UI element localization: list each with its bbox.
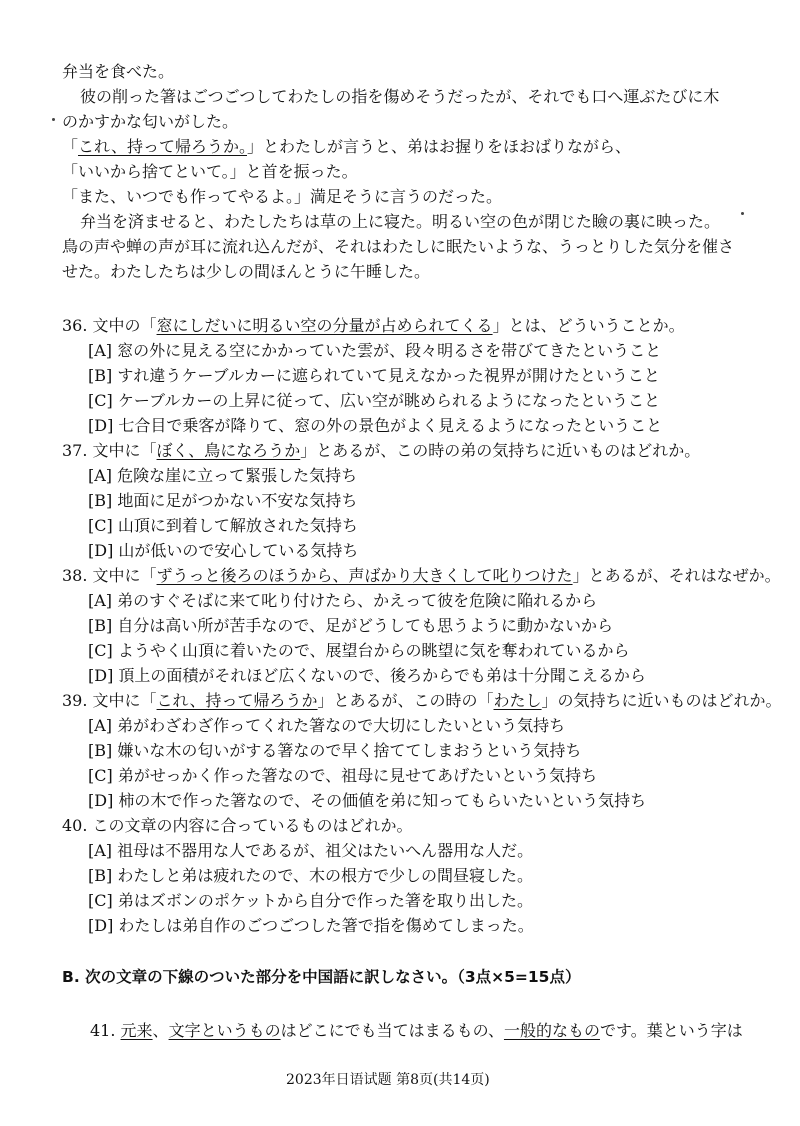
question-41-text <box>90 1021 743 1041</box>
scan-mark <box>52 118 55 121</box>
stem-prefix: 36. 文中の「 <box>62 316 157 335</box>
passage-line-3: のかすかな匂いがした。 <box>62 112 239 131</box>
q41-underlined-3: 一般的なもの <box>503 1021 600 1040</box>
stem-suffix: 」とあるが、この時の弟の気持ちに近いものはどれか。 <box>300 441 701 460</box>
stem-prefix: 39. 文中に「 <box>62 691 157 710</box>
stem-underlined: ぼく、鳥になろうか <box>156 441 301 460</box>
question-38-option-c: [C] ようやく山頂に着いたので、展望台からの眺望に気を奪われているから <box>88 641 630 660</box>
passage-line-2: 彼の削った箸はごつごつしてわたしの指を傷めそうだったが、それでも口へ運ぶたびに木 <box>80 87 720 106</box>
question-39-option-c: [C] 弟がせっかく作った箸なので、祖母に見せてあげたいという気持ち <box>88 766 598 785</box>
question-37-option-b: [B] 地面に足がつかない不安な気持ち <box>88 491 358 510</box>
question-36-option-d: [D] 七合目で乗客が降りて、窓の外の景色がよく見えるようになったということ <box>88 416 663 435</box>
question-39-option-a: [A] 弟がわざわざ作ってくれた箸なので大切にしたいという気持ち <box>88 716 566 735</box>
question-38-option-a: [A] 弟のすぐそばに来て叱り付けたら、かえって彼を危険に陥れるから <box>88 591 598 610</box>
question-40-option-b: [B] わたしと弟は疲れたので、木の根方で少しの間昼寝した。 <box>88 866 534 885</box>
question-36-stem <box>62 316 685 336</box>
stem-underlined: これ、持って帰ろうか <box>156 691 318 710</box>
question-36-option-b: [B] すれ違うケーブルカーに遮られていて見えなかった視界が開けたということ <box>88 366 660 385</box>
scan-mark <box>741 212 744 215</box>
question-37-option-a: [A] 危険な崖に立って緊張した気持ち <box>88 466 358 485</box>
passage-line-9: せた。わたしたちは少しの間ほんとうに午睡した。 <box>62 262 431 281</box>
stem-suffix: 」とは、どういうことか。 <box>492 316 685 335</box>
stem-suffix: 」とあるが、それはなぜか。 <box>572 566 781 585</box>
passage-line-8: 鳥の声や蝉の声が耳に流れ込んだが、それはわたしに眠たいような、うっとりした気分を催さ <box>62 237 735 256</box>
question-36-option-c: [C] ケーブルカーの上昇に従って、広い空が眺められるようになったということ <box>88 391 661 410</box>
question-38-option-b: [B] 自分は高い所が苦手なので、足がどうしても思うように動かないから <box>88 616 614 635</box>
question-36-option-a: [A] 窓の外に見える空にかかっていた雲が、段々明るさを帯びてきたということ <box>88 341 662 360</box>
question-37-stem <box>62 441 700 461</box>
question-37-option-d: [D] 山が低いので安心している気持ち <box>88 541 359 560</box>
question-40-stem: 40. この文章の内容に合っているものはどれか。 <box>62 816 413 835</box>
question-40-option-d: [D] わたしは弟自作のごつごつした箸で指を傷めてしまった。 <box>88 916 534 935</box>
question-38-option-d: [D] 頂上の面積がそれほど広くないので、後ろからでも弟は十分聞こえるから <box>88 666 646 685</box>
question-40-option-c: [C] 弟はズボンのポケットから自分で作った箸を取り出した。 <box>88 891 534 910</box>
passage-line-4 <box>62 137 631 157</box>
question-39-option-b: [B] 嫌いな木の匂いがする箸なので早く捨ててしまおうという気持ち <box>88 741 582 760</box>
passage-line-6: 「また、いつでも作ってやるよ。」満足そうに言うのだった。 <box>62 187 503 206</box>
stem-middle: 」とあるが、この時の「 <box>317 691 494 710</box>
page-footer: 2023年日语试题 第8页(共14页) <box>286 1072 490 1088</box>
passage-line-4-rest: 」とわたしが言うと、弟はお握りをほおばりながら、 <box>246 137 631 156</box>
q41-end: です。葉という字は <box>599 1021 743 1040</box>
passage-line-1: 弁当を食べた。 <box>62 62 175 81</box>
passage-line-5: 「いいから捨てといて。」と首を振った。 <box>62 162 358 181</box>
question-39-stem <box>62 691 782 711</box>
quote-open: 「 <box>62 137 79 156</box>
stem-underlined: ずうっと後ろのほうから、声ばかり大きくして叱りつけた <box>156 566 573 585</box>
q41-sep: 、 <box>152 1021 169 1040</box>
q41-underlined-2: 文字というもの <box>168 1021 281 1040</box>
question-38-stem <box>62 566 781 586</box>
stem-underlined: 窓にしだいに明るい空の分量が占められてくる <box>156 316 493 335</box>
stem-prefix: 37. 文中に「 <box>62 441 157 460</box>
stem-underlined-2: わたし <box>493 691 542 710</box>
stem-suffix: 」の気持ちに近いものはどれか。 <box>541 691 782 710</box>
question-40-option-a: [A] 祖母は不器用な人であるが、祖父はたいへん器用な人だ。 <box>88 841 534 860</box>
section-b-title: B. 次の文章の下線のついた部分を中国語に訳しなさい。（3点×5=15点） <box>62 968 581 986</box>
q41-underlined-1: 元来 <box>120 1021 153 1040</box>
stem-prefix: 38. 文中に「 <box>62 566 157 585</box>
passage-line-7: 弁当を済ませると、わたしたちは草の上に寝た。明るい空の色が閉じた瞼の裏に映った。 <box>80 212 721 231</box>
underlined-quote: これ、持って帰ろうか。 <box>78 137 247 156</box>
q41-middle: はどこにでも当てはまるもの、 <box>280 1021 504 1040</box>
q41-number: 41. <box>90 1021 121 1040</box>
question-39-option-d: [D] 柿の木で作った箸なので、その価値を弟に知ってもらいたいという気持ち <box>88 791 647 810</box>
question-37-option-c: [C] 山頂に到着して解放された気持ち <box>88 516 358 535</box>
